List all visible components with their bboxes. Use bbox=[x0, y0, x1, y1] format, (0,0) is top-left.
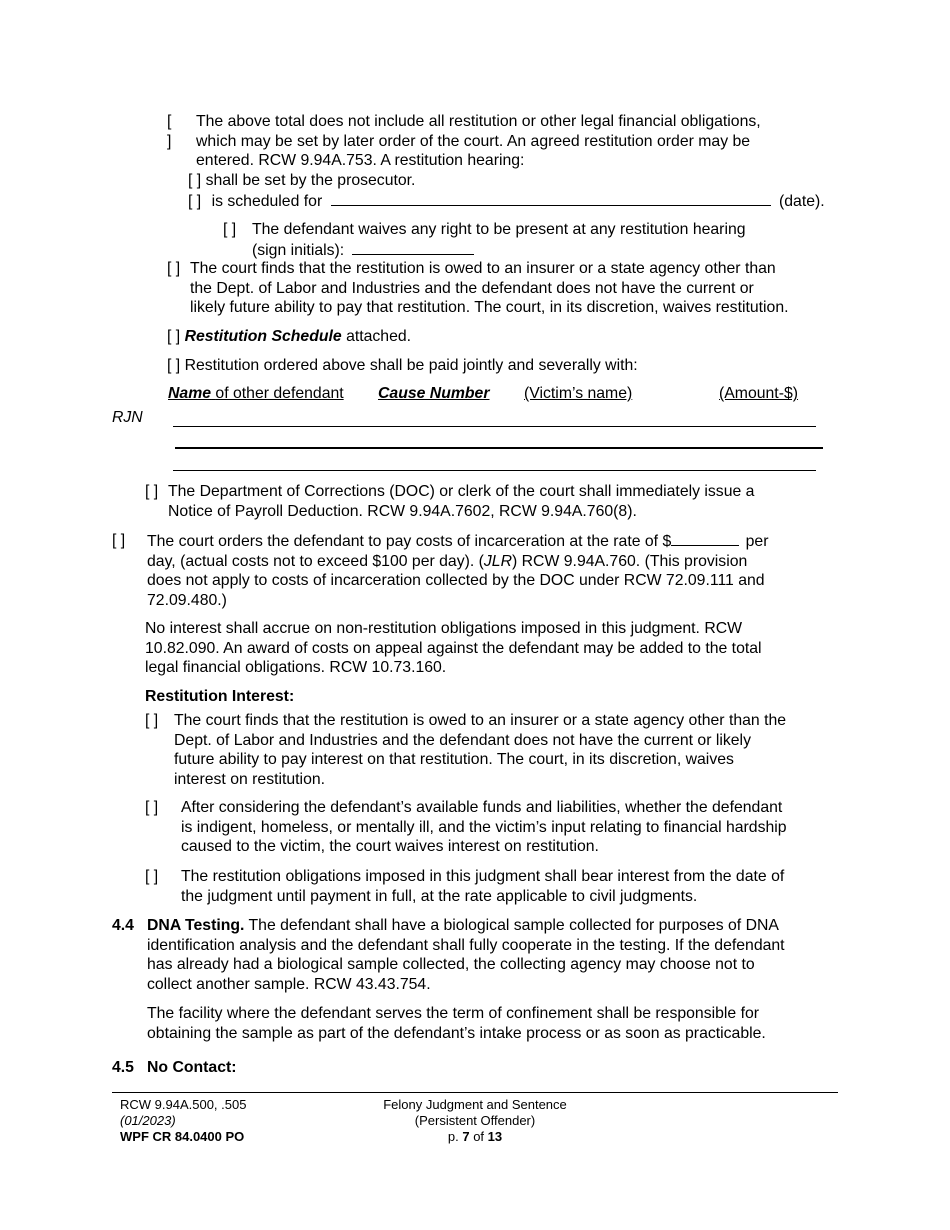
checkbox[interactable]: [ ] bbox=[167, 260, 181, 277]
checkbox[interactable]: [ ] bbox=[145, 799, 159, 816]
footer-form-number: WPF CR 84.0400 PO bbox=[120, 1129, 245, 1144]
text-segment: ) RCW 9.94A.760. (This provision bbox=[512, 552, 748, 570]
hearing-set-option bbox=[188, 171, 415, 191]
text-segment: The defendant shall have a biological sample collected for purposes of DNA bbox=[248, 917, 779, 934]
dna-facility-paragraph bbox=[147, 1004, 766, 1043]
footer-divider bbox=[112, 1092, 838, 1093]
option-text: shall be set by the prosecutor. bbox=[205, 172, 416, 189]
text-line: The defendant waives any right to be present at any restitution hearing bbox=[252, 221, 746, 238]
text-line: the Dept. of Labor and Industries and the defendant does not have the current or bbox=[190, 279, 754, 297]
column-cause-number: Cause Number bbox=[378, 385, 490, 402]
section-number: 4.5 bbox=[112, 1059, 134, 1076]
column-amount: (Amount-$) bbox=[719, 385, 799, 402]
text-line: caused to the victim, the court waives interest on restitution. bbox=[181, 838, 599, 856]
footer-left bbox=[120, 1097, 246, 1145]
text-segment: The court orders the defendant to pay costs of incarceration at the rate of $ bbox=[147, 533, 672, 550]
text-line: future ability to pay interest on that restitution. The court, in its discretion, waives bbox=[174, 751, 734, 769]
text-line: which may be set by later order of the court. An agreed restitution order may be bbox=[196, 132, 751, 150]
hearing-scheduled-option bbox=[188, 191, 838, 212]
text-line: The court finds that the restitution is owed to an insurer or a state agency other than bbox=[190, 260, 776, 277]
no-interest-paragraph bbox=[145, 619, 762, 678]
footer-title: Felony Judgment and Sentence bbox=[383, 1097, 567, 1112]
initials-label: (sign initials): bbox=[252, 241, 345, 259]
text-line: Dept. of Labor and Industries and the defendant does not have the current or likely bbox=[174, 731, 751, 749]
text-line: 72.09.480.) bbox=[147, 591, 227, 609]
text-segment: per bbox=[745, 533, 769, 550]
footer-subtitle: (Persistent Offender) bbox=[414, 1113, 536, 1128]
checkbox[interactable]: [ ] bbox=[167, 113, 172, 150]
joint-entry-line-1[interactable] bbox=[173, 426, 816, 427]
footer-center bbox=[325, 1097, 625, 1145]
text-line: legal financial obligations. RCW 10.73.160. bbox=[145, 659, 447, 677]
text-line: The restitution obligations imposed in this judgment shall bear interest from the date of bbox=[181, 868, 785, 885]
column-victim-name: (Victim’s name) bbox=[524, 385, 633, 402]
text-line: The Department of Corrections (DOC) or clerk of the court shall immediately issue a bbox=[168, 483, 755, 500]
text-segment: JLR bbox=[483, 552, 512, 570]
text-line: Notice of Payroll Deduction. RCW 9.94A.7602, RCW 9.94A.760(8). bbox=[168, 502, 637, 520]
checkbox[interactable]: [ ] bbox=[167, 357, 181, 374]
joint-several-item bbox=[167, 356, 638, 376]
date-blank[interactable] bbox=[331, 191, 771, 206]
text-line: collect another sample. RCW 43.43.754. bbox=[147, 975, 431, 993]
joint-text: Restitution ordered above shall be paid jointly and severally with: bbox=[184, 357, 638, 374]
section-title: DNA Testing. bbox=[147, 917, 245, 934]
section-number: 4.4 bbox=[112, 917, 134, 934]
checkbox[interactable]: [ ] bbox=[188, 172, 202, 189]
checkbox[interactable]: [ ] bbox=[145, 483, 159, 500]
joint-entry-line-2[interactable] bbox=[175, 447, 823, 449]
checkbox[interactable]: [ ] bbox=[223, 221, 237, 238]
restitution-interest-heading: Restitution Interest: bbox=[145, 688, 295, 705]
footer-date: (01/2023) bbox=[120, 1113, 176, 1128]
text-line: After considering the defendant’s available funds and liabilities, whether the defendant bbox=[181, 799, 783, 816]
initials-blank[interactable] bbox=[352, 240, 474, 255]
checkbox[interactable]: [ ] bbox=[145, 868, 159, 885]
text-line: interest on restitution. bbox=[174, 770, 326, 788]
checkbox[interactable]: [ ] bbox=[145, 712, 159, 729]
text-line: entered. RCW 9.94A.753. A restitution hearing: bbox=[196, 152, 525, 170]
handwritten-initials: RJN bbox=[112, 409, 143, 426]
text-line: 10.82.090. An award of costs on appeal against the defendant may be added to the total bbox=[145, 639, 762, 657]
text-line: likely future ability to pay that restitution. The court, in its discretion, waives restitution. bbox=[190, 299, 789, 317]
text-line: obtaining the sample as part of the defendant’s intake process or as soon as practicable. bbox=[147, 1024, 766, 1042]
text-segment: day, (actual costs not to exceed $100 per day). ( bbox=[147, 552, 484, 570]
no-contact-heading: No Contact: bbox=[147, 1059, 237, 1076]
text-line: the judgment until payment in full, at the rate applicable to civil judgments. bbox=[181, 887, 698, 905]
restitution-schedule-item bbox=[167, 327, 411, 347]
schedule-title: Restitution Schedule bbox=[184, 328, 342, 345]
text-line: The above total does not include all restitution or other legal financial obligations, bbox=[196, 113, 761, 130]
date-suffix: (date). bbox=[778, 193, 825, 210]
joint-entry-line-3[interactable] bbox=[173, 470, 816, 471]
option-text: is scheduled for bbox=[211, 193, 323, 210]
checkbox[interactable]: [ ] bbox=[112, 532, 126, 549]
footer-rcw: RCW 9.94A.500, .505 bbox=[120, 1097, 247, 1112]
checkbox[interactable]: [ ] bbox=[167, 328, 181, 345]
page-number: p. 7 of 13 bbox=[447, 1129, 503, 1144]
text-line: The court finds that the restitution is owed to an insurer or a state agency other than the bbox=[174, 712, 787, 729]
checkbox[interactable]: [ ] bbox=[188, 193, 202, 210]
text-line: has already had a biological sample collected, the collecting agency may choose not to bbox=[147, 956, 755, 974]
rate-blank[interactable] bbox=[671, 531, 739, 546]
text-line: does not apply to costs of incarceration collected by the DOC under RCW 72.09.111 and bbox=[147, 572, 765, 590]
column-name: Name of other defendant bbox=[168, 385, 344, 402]
text-line: The facility where the defendant serves the term of confinement shall be responsible for bbox=[147, 1005, 760, 1022]
schedule-text: attached. bbox=[346, 328, 412, 345]
text-line: identification analysis and the defendant shall fully cooperate in the testing. If the defendant bbox=[147, 936, 785, 954]
text-line: No interest shall accrue on non-restitution obligations imposed in this judgment. RCW bbox=[145, 620, 743, 637]
text-line: is indigent, homeless, or mentally ill, and the victim’s input relating to financial hardship bbox=[181, 818, 787, 836]
